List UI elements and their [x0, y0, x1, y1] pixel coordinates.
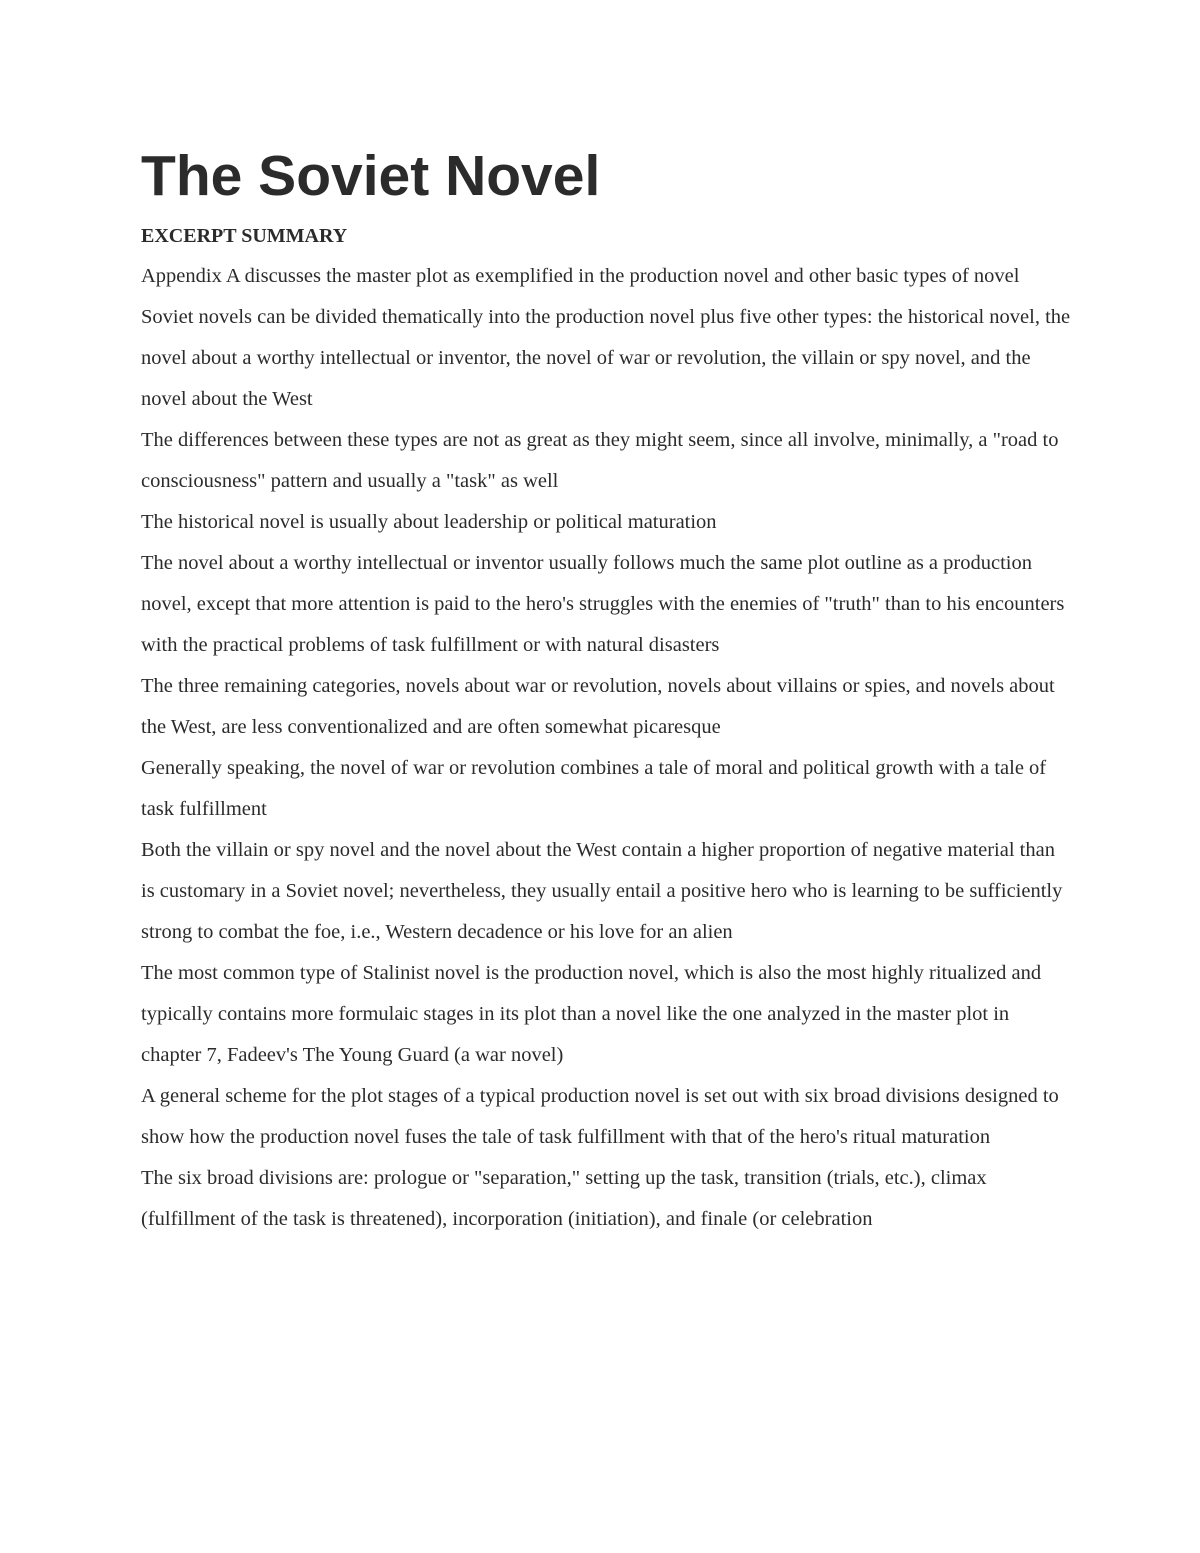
paragraph: The novel about a worthy intellectual or inventor usually follows much the same plot outline as a production novel, except that more attention is paid to the hero's struggles with the enemies of "truth" than to his encounters with the practical problems of task fulfillment or with natural disasters	[141, 552, 1065, 656]
paragraph: A general scheme for the plot stages of a typical production novel is set out with six broad divisions designed to show how the production novel fuses the tale of task fulfillment with that of the hero's ritual maturation	[141, 1085, 1059, 1148]
paragraph: The most common type of Stalinist novel is the production novel, which is also the most highly ritualized and typically contains more formulaic stages in its plot than a novel like the one analyzed in the master plot in chapter 7, Fadeev's The Young Guard (a war novel)	[141, 962, 1042, 1066]
paragraph: Appendix A discusses the master plot as exemplified in the production novel and other basic types of novel	[141, 265, 1020, 287]
paragraph: The historical novel is usually about leadership or political maturation	[141, 511, 717, 533]
paragraph: The six broad divisions are: prologue or "separation," setting up the task, transition (trials, etc.), climax (fulfillment of the task is threatened), incorporation (initiation), and finale (or celebration	[141, 1167, 987, 1230]
paragraph: Soviet novels can be divided thematically into the production novel plus five other types: the historical novel, the novel about a worthy intellectual or inventor, the novel of war or revolution, the villain or spy novel, and the novel about the West	[141, 306, 1071, 410]
paragraph: The three remaining categories, novels about war or revolution, novels about villains or spies, and novels about the West, are less conventionalized and are often somewhat picaresque	[141, 675, 1055, 738]
document-title: The Soviet Novel	[141, 144, 601, 208]
document-body	[141, 140, 1071, 1240]
section-heading: EXCERPT SUMMARY	[141, 225, 348, 247]
paragraph: The differences between these types are not as great as they might seem, since all involve, minimally, a "road to consciousness" pattern and usually a "task" as well	[141, 429, 1059, 492]
paragraph-list	[141, 256, 1071, 1240]
paragraph: Both the villain or spy novel and the novel about the West contain a higher proportion of negative material than is customary in a Soviet novel; nevertheless, they usually entail a positive hero who is learning to be sufficiently strong to combat the foe, i.e., Western decadence or his love for an alien	[141, 839, 1063, 943]
paragraph: Generally speaking, the novel of war or revolution combines a tale of moral and political growth with a tale of task fulfillment	[141, 757, 1047, 820]
